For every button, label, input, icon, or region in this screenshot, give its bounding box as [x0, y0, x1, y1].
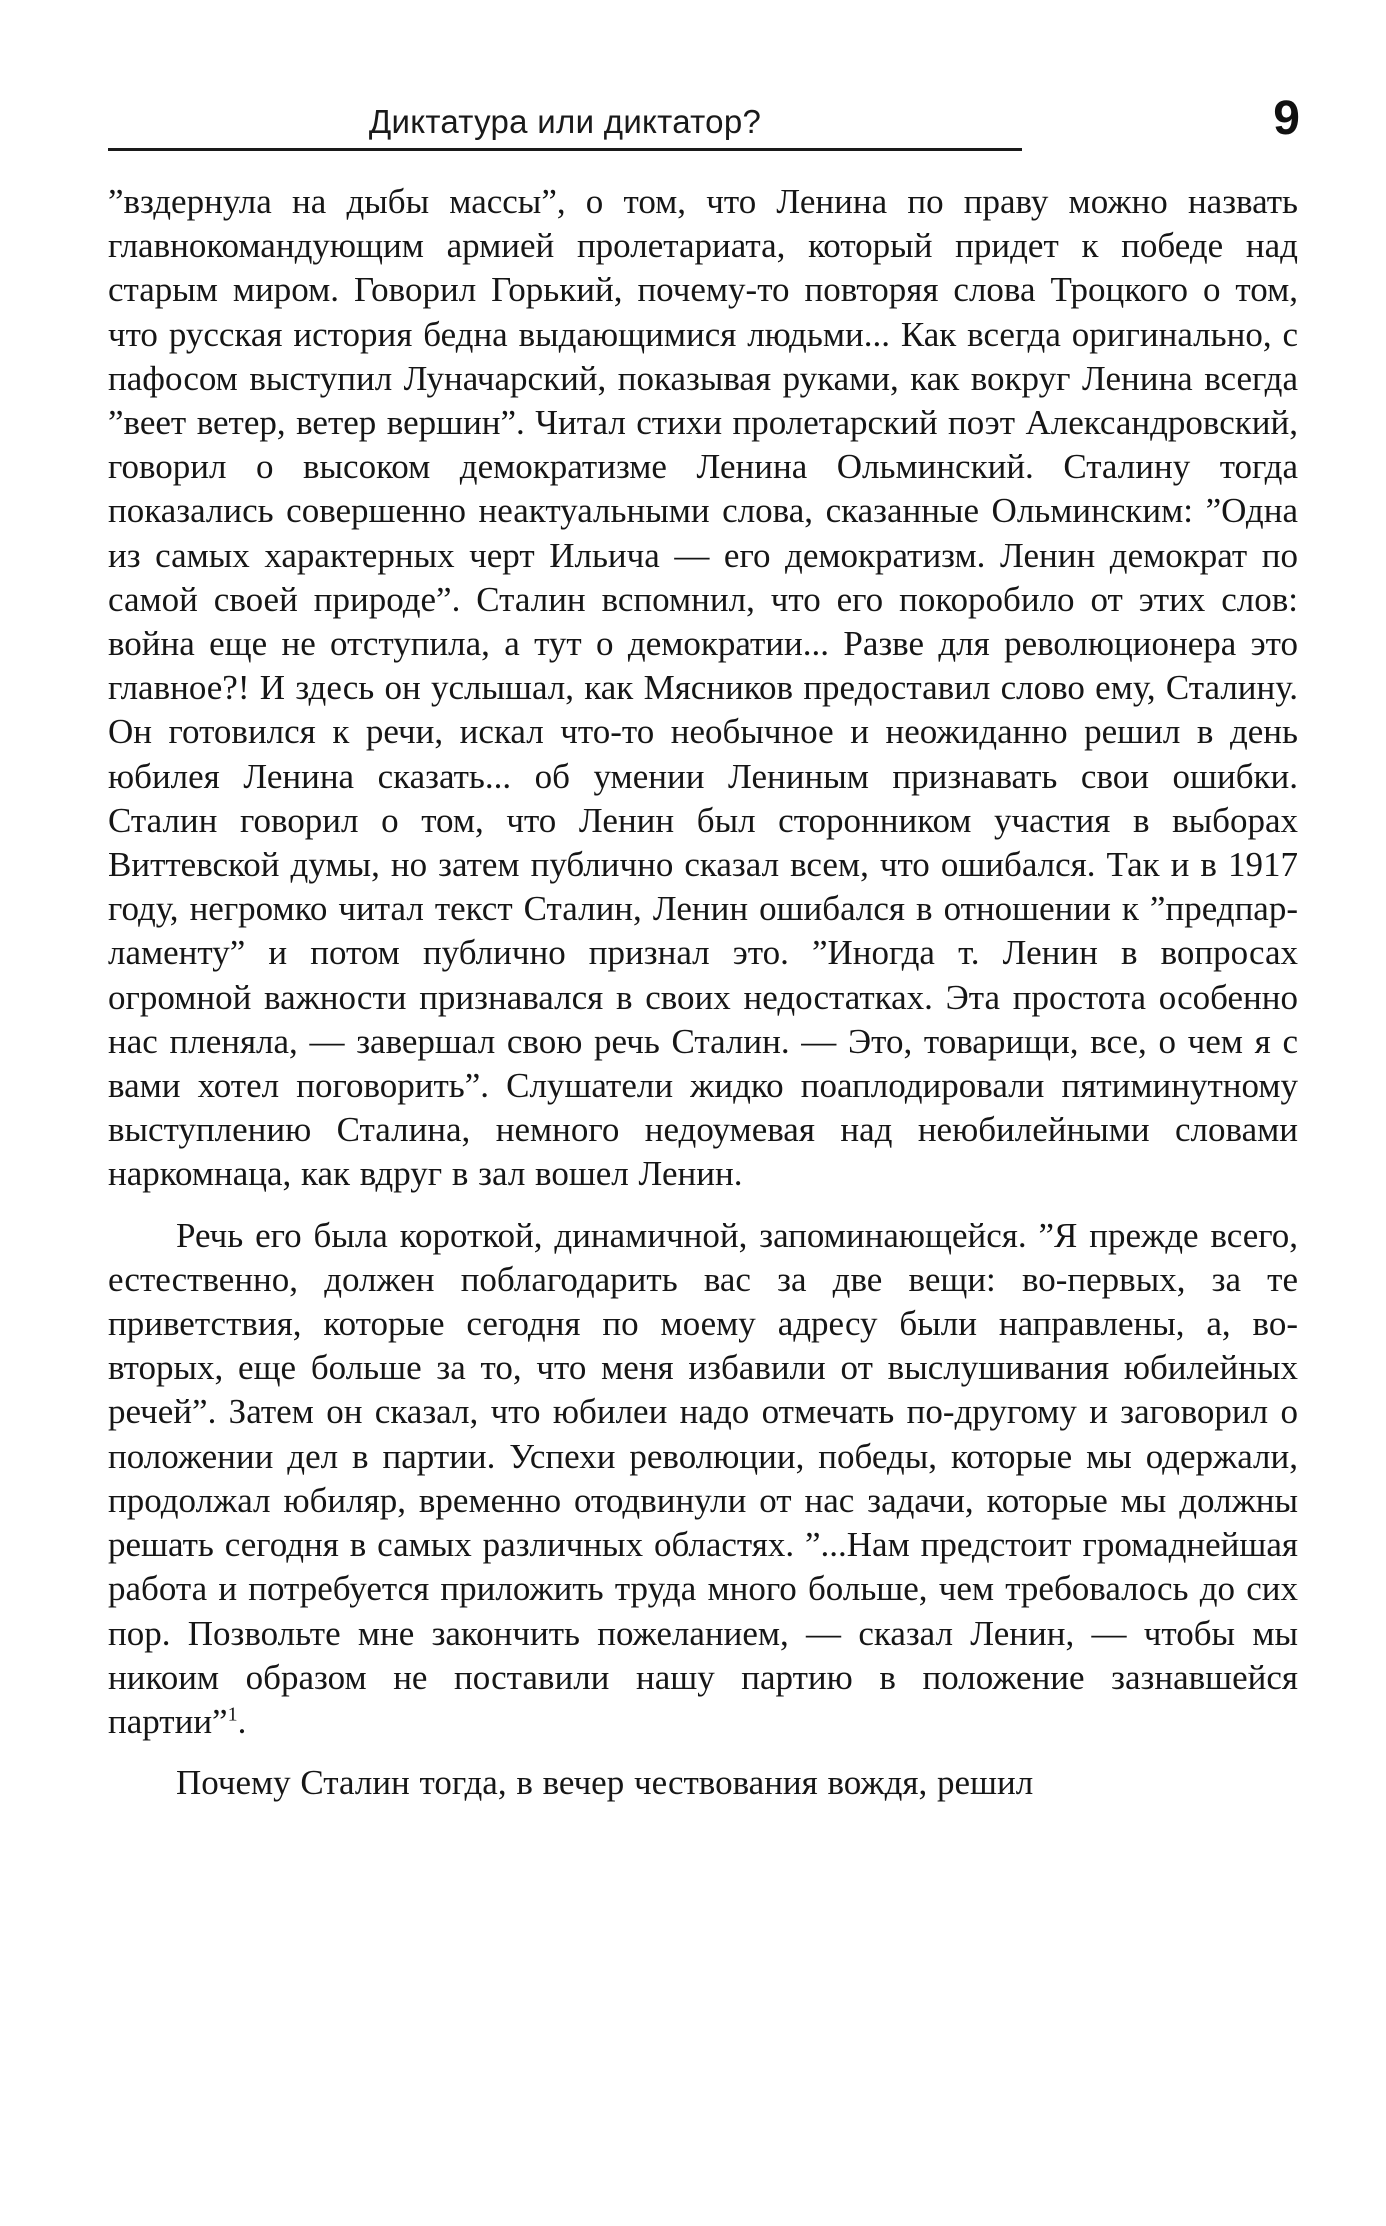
body-text — [108, 180, 1298, 1805]
page-number: 9 — [1273, 92, 1300, 145]
paragraph-1: ”вздернула на дыбы массы”, о том, что Ленина по праву можно назвать главнокомандующим армией пролетариата, который придет к победе над старым миром. Говорил Горький, почему-то повторяя слова Троцкого о том, что русская история бедна выдающимися людьми... Как всегда оригинально, с пафосом выступил Луначарский, показывая руками, как вокруг Ленина всегда ”веет ветер, ветер вершин”. Читал стихи пролетарский поэт Александровский, говорил о высоком демократизме Ленина Ольминский. Сталину тогда показались совершенно неактуальными слова, сказанные Ольминским: ”Одна из самых характерных черт Ильича — его демократизм. Ленин демократ по самой своей природе”. Сталин вспомнил, что его покоробило от этих слов: война еще не отступила, а тут о демократии... Разве для революционера это главное?! И здесь он услышал, как Мясников предоставил слово ему, Сталину. Он готовился к речи, искал что-то необычное и неожиданно решил в день юбилея Ленина сказать... об умении Лениным признавать свои ошибки. Сталин говорил о том, что Ленин был сторонником участия в выборах Виттевской думы, но затем публично сказал всем, что ошибался. Так и в 1917 году, негромко читал текст Сталин, Ленин ошибался в отношении к ”предпарламенту” и потом публично признал это. ”Иногда т. Ленин в вопросах огромной важности признавался в своих недостатках. Эта простота особенно нас пленяла, — завершал свою речь Сталин. — Это, товарищи, все, о чем я с вами хотел поговорить”. Слушатели жидко поаплодировали пятиминутному выступлению Сталина, немного недоумевая над неюбилейными словами наркомнаца, как вдруг в зал вошел Ленин. — [108, 182, 1298, 1194]
footnote-reference: 1 — [227, 1703, 238, 1726]
paragraph-2 — [108, 1214, 1298, 1744]
paragraph-2-text: Речь его была короткой, динамичной, запоминающейся. ”Я прежде всего, естественно, должен поблагодарить вас за две вещи: во-первых, за те приветствия, которые сегодня по моему адресу были направлены, а, во-вторых, еще больше за то, что меня избавили от выслушивания юбилейных речей”. Затем он сказал, что юбилеи надо отмечать по-другому и заговорил о положении дел в партии. Успехи революции, победы, которые мы одержали, продолжал юбиляр, временно отодвинули от нас задачи, которые мы должны решать сегодня в самых различных областях. ”...Нам предстоит громаднейшая работа и потребуется приложить труда много больше, чем требовалось до сих пор. Позвольте мне закончить пожеланием, — сказал Ленин, — чтобы мы никоим образом не поставили нашу партию в положение зазнавшейся партии” — [108, 1215, 1298, 1741]
paragraph-2-end: . — [237, 1701, 247, 1741]
paragraph-3: Почему Сталин тогда, в вечер чествования вождя, решил — [176, 1763, 1034, 1803]
running-title: Диктатура или диктатор? — [368, 103, 762, 140]
running-head — [108, 98, 1022, 151]
